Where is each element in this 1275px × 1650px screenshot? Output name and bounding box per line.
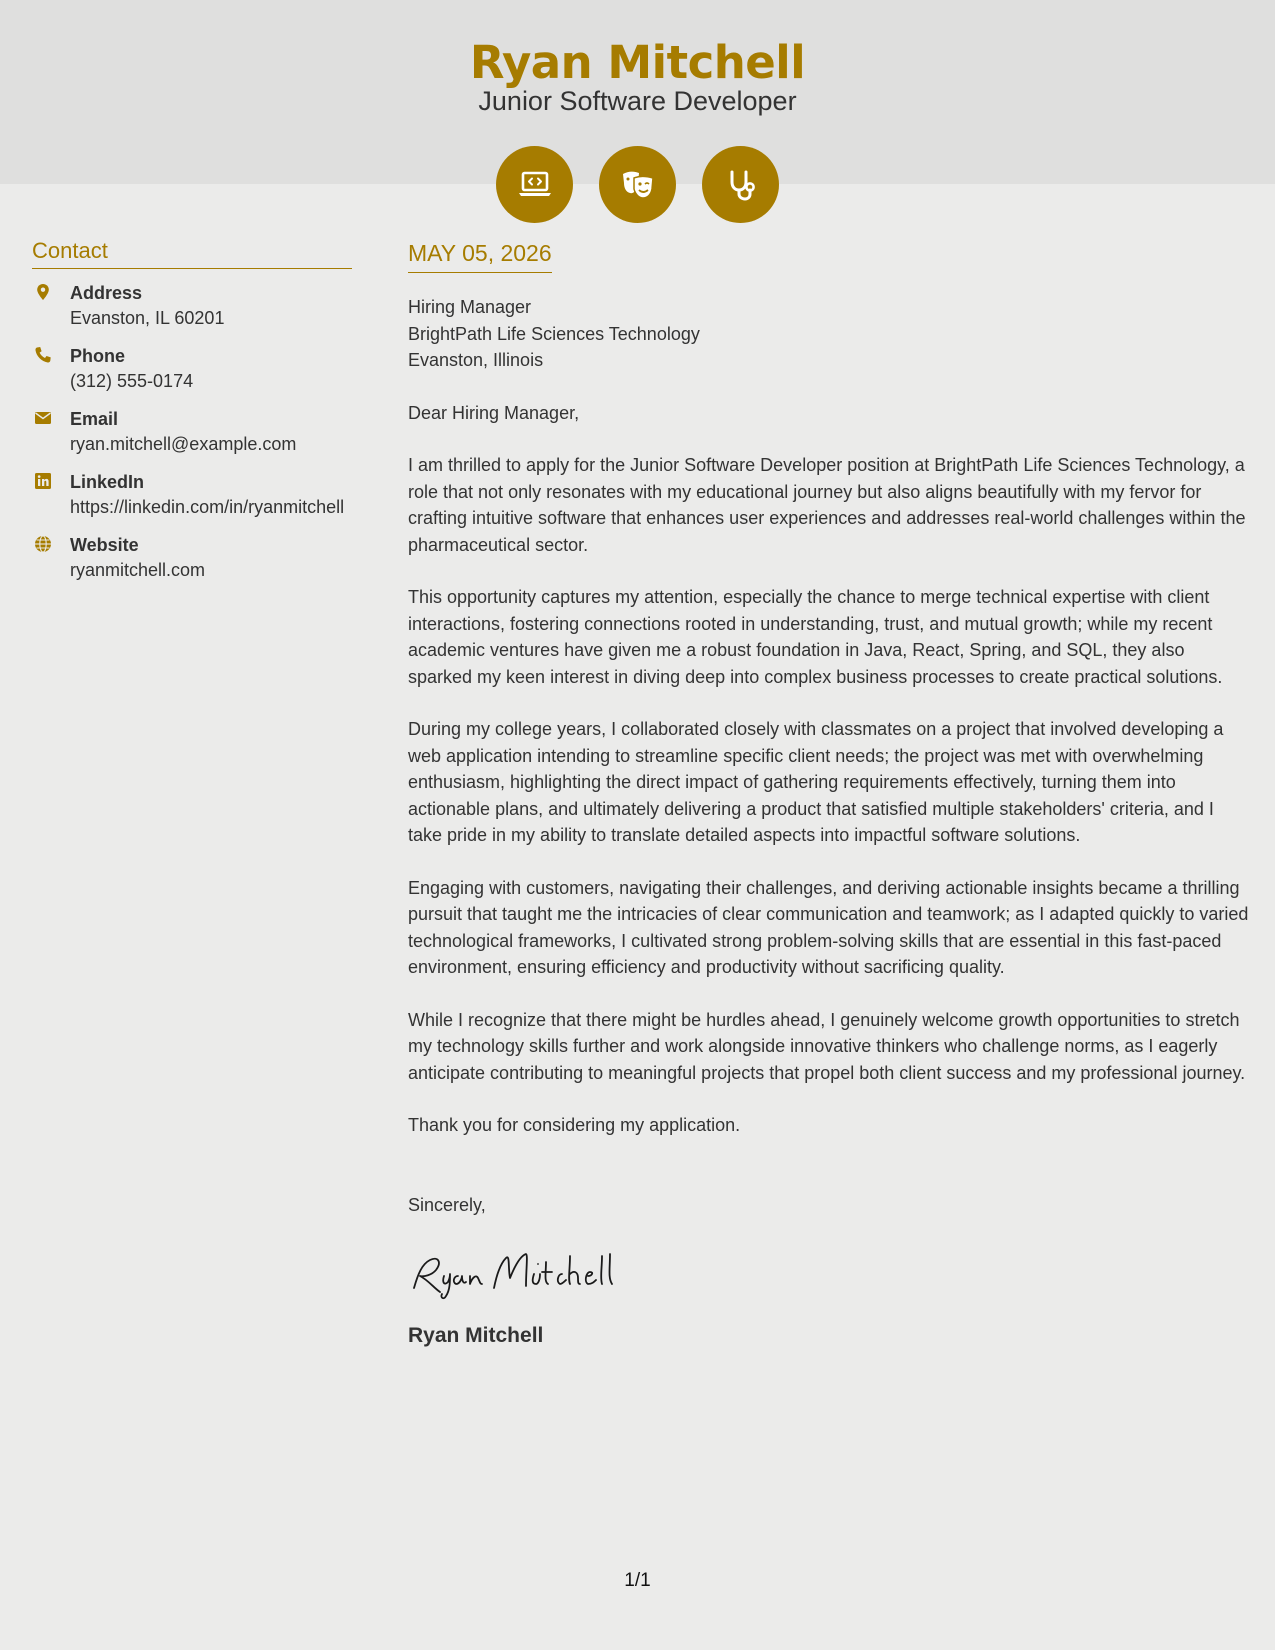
- contact-item-email: [32, 407, 352, 457]
- handwritten-signature: [408, 1244, 1250, 1304]
- contact-label: Email: [70, 409, 119, 429]
- recipient-line: Evanston, Illinois: [408, 350, 544, 370]
- contact-value: ryan.mitchell@example.com: [70, 434, 297, 454]
- laptop-code-icon: [496, 146, 573, 223]
- contact-label: LinkedIn: [70, 472, 145, 492]
- theater-masks-icon: [599, 146, 676, 223]
- header-icon-row: [496, 146, 779, 223]
- letter-paragraph: This opportunity captures my attention, especially the chance to merge technical expertise with client interactions, fostering connections rooted in understanding, trust, and mutual growth; while my recent academic ventures have given me a robust foundation in Java, React, Spring, and SQL, they also sparked my keen interest in diving deep into complex business processes to create practical solutions.: [408, 587, 1223, 687]
- salutation: Dear Hiring Manager,: [408, 402, 580, 423]
- contact-value: (312) 555-0174: [70, 371, 194, 391]
- contact-item-address: [32, 281, 352, 331]
- envelope-icon: [32, 407, 70, 457]
- contact-label: Phone: [70, 346, 126, 366]
- contact-item-phone: [32, 344, 352, 394]
- signed-name: Ryan Mitchell: [408, 1324, 544, 1347]
- contact-item-linkedin: [32, 470, 352, 520]
- applicant-name: Ryan Mitchell: [469, 36, 806, 89]
- contact-sidebar: [32, 238, 352, 596]
- contact-label: Website: [70, 535, 139, 555]
- phone-icon: [32, 344, 70, 394]
- contact-list: [32, 281, 352, 583]
- letter-paragraph: While I recognize that there might be hurdles ahead, I genuinely welcome growth opportunities to stretch my technology skills further and work alongside innovative thinkers who challenge norms, as I eagerly anticipate contributing to meaningful projects that propel both client success and my professional journey.: [408, 1009, 1246, 1083]
- page-number: 1/1: [624, 1570, 651, 1591]
- closing: Sincerely,: [408, 1194, 486, 1215]
- job-title: Junior Software Developer: [478, 86, 797, 116]
- contact-value: ryanmitchell.com: [70, 560, 206, 580]
- letter-paragraph: Thank you for considering my application.: [408, 1115, 741, 1135]
- letter-body: [408, 240, 1250, 1348]
- letter-date: MAY 05, 2026: [408, 240, 552, 273]
- contact-value: Evanston, IL 60201: [70, 308, 225, 328]
- linkedin-icon: [32, 470, 70, 520]
- stethoscope-icon: [702, 146, 779, 223]
- letter-paragraph: I am thrilled to apply for the Junior Software Developer position at BrightPath Life Sciences Technology, a role that not only resonates with my educational journey but also aligns beautifully with my fervor for crafting intuitive software that enhances user experiences and addresses real-world challenges within the pharmaceutical sector.: [408, 455, 1246, 555]
- map-pin-icon: [32, 281, 70, 331]
- contact-item-website: [32, 533, 352, 583]
- contact-heading: Contact: [32, 238, 352, 269]
- contact-value: https://linkedin.com/in/ryanmitchell: [70, 497, 345, 517]
- contact-label: Address: [70, 283, 143, 303]
- letter-paragraph: During my college years, I collaborated closely with classmates on a project that involved developing a web application intending to streamline specific client needs; the project was met with overwhelming enthusiasm, highlighting the direct impact of gathering requirements effectively, turning them into actionable plans, and ultimately delivering a product that satisfied multiple stakeholders' criteria, and I take pride in my ability to translate detailed aspects into impactful software solutions.: [408, 719, 1224, 845]
- letter-paragraph: Engaging with customers, navigating their challenges, and deriving actionable insights became a thrilling pursuit that taught me the intricacies of clear communication and teamwork; as I adapted quickly to varied technological frameworks, I cultivated strong problem-solving skills that are essential in this fast-paced environment, ensuring efficiency and productivity without sacrificing quality.: [408, 877, 1249, 977]
- recipient-block: [408, 294, 1250, 374]
- globe-icon: [32, 533, 70, 583]
- recipient-line: BrightPath Life Sciences Technology: [408, 323, 700, 344]
- recipient-line: Hiring Manager: [408, 297, 532, 317]
